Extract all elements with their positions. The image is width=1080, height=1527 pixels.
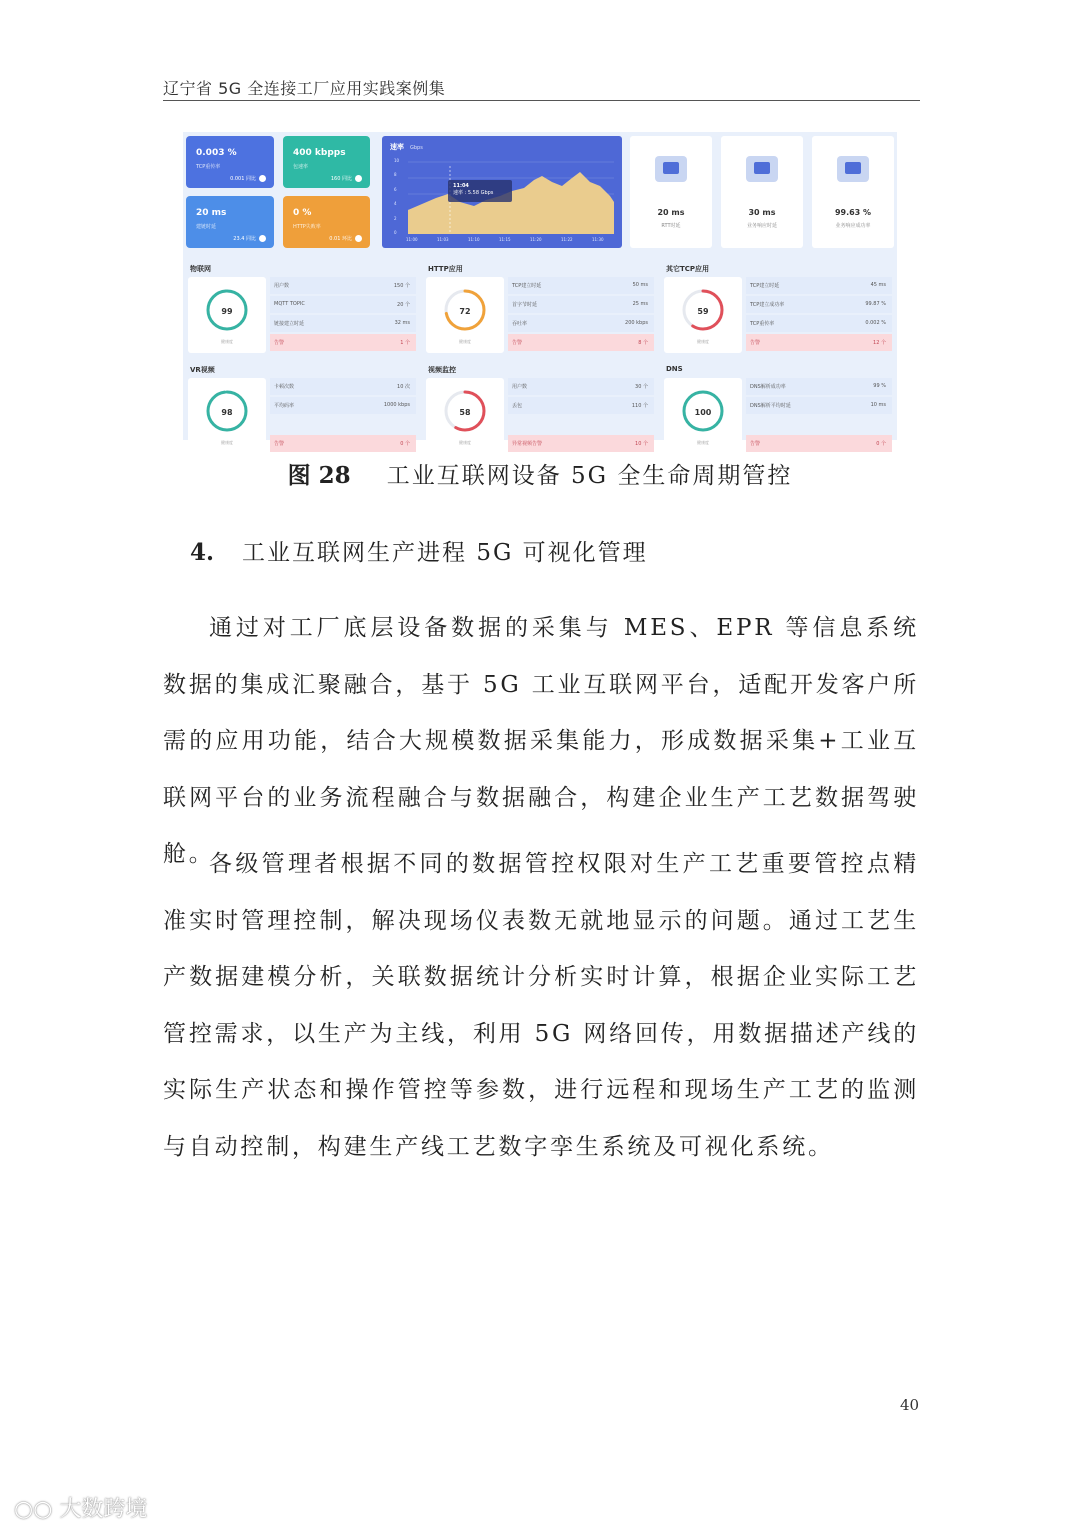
metric-row xyxy=(508,397,654,414)
metric-key: 用户数 xyxy=(512,384,528,390)
metric-val: 99 % xyxy=(873,383,886,389)
section-title: 工业互联网生产进程 5G 可视化管理 xyxy=(242,540,648,566)
gauge-label: 健康度 xyxy=(459,440,471,445)
gauge-value: 59 xyxy=(697,307,709,316)
kpi-tile-packet-rate xyxy=(283,136,370,188)
chart-tooltip xyxy=(448,180,512,202)
watermark: ○○ 大数跨境 xyxy=(14,1497,148,1522)
gauge-label: 健康度 xyxy=(221,339,233,344)
metric-val: 10 次 xyxy=(397,384,410,390)
metric-key: TCP建立时延 xyxy=(512,283,542,289)
metric-value: 99.63 % xyxy=(834,208,872,217)
metric-row xyxy=(508,315,654,332)
alarm-key: 告警 xyxy=(750,441,761,447)
kpi-label: 建链时延 xyxy=(196,224,217,230)
metric-row xyxy=(746,277,892,294)
alarm-val: 12 个 xyxy=(873,340,886,346)
x-tick-label: 11:20 xyxy=(530,237,542,242)
kpi-value: 0 % xyxy=(293,208,312,218)
metric-label: 业务响应时延 xyxy=(746,223,777,229)
gauge-value: 72 xyxy=(459,307,471,316)
kpi-value: 0.003 % xyxy=(196,148,237,158)
section-title-vr: VR视频 xyxy=(190,366,215,374)
metric-rows xyxy=(746,378,892,454)
alarm-key: 异常视频告警 xyxy=(512,441,543,447)
y-tick-label: 6 xyxy=(394,186,397,192)
health-section xyxy=(188,378,416,454)
chart-title: 速率 Gbps xyxy=(390,143,423,151)
kpi-label: TCP重传率 xyxy=(196,164,221,170)
section-title-dns: DNS xyxy=(666,365,683,373)
gauge-value: 58 xyxy=(459,408,471,417)
section-title-tcp: 其它TCP应用 xyxy=(666,265,710,273)
gauge-card xyxy=(426,378,504,454)
metric-key: 首字节时延 xyxy=(512,302,538,308)
tooltip-time: 11:04 xyxy=(453,183,469,189)
metric-row xyxy=(746,315,892,332)
metric-val: 1000 kbps xyxy=(383,402,410,408)
y-tick-label: 2 xyxy=(394,215,397,221)
caption-text: 工业互联网设备 5G 全生命周期管控 xyxy=(386,463,793,489)
section-title-iot: 物联网 xyxy=(190,265,211,273)
metric-key: MQTT TOPIC xyxy=(274,301,305,307)
metric-val: 150 个 xyxy=(393,283,410,289)
section-heading xyxy=(190,534,648,567)
alarm-row xyxy=(508,435,654,452)
metric-card-response-delay xyxy=(721,136,803,248)
metric-row xyxy=(270,277,416,294)
metric-val: 110 个 xyxy=(631,403,648,409)
metric-row xyxy=(270,378,416,395)
kpi-footer: 160 同比 xyxy=(331,175,362,182)
metric-val: 45 ms xyxy=(870,282,886,288)
alarm-key: 告警 xyxy=(750,340,761,346)
x-tick-label: 11:10 xyxy=(468,237,480,242)
y-tick-label: 4 xyxy=(394,201,397,207)
alarm-row xyxy=(746,435,892,452)
metric-row xyxy=(270,397,416,414)
gauge-card xyxy=(664,378,742,454)
rate-chart-panel xyxy=(382,136,622,248)
health-section xyxy=(426,378,654,454)
metric-key: TCP建立时延 xyxy=(750,283,780,289)
kpi-label: HTTP失败率 xyxy=(293,224,321,230)
gauge-value: 99 xyxy=(221,307,233,316)
health-section xyxy=(664,378,892,454)
paragraph: 各级管理者根据不同的数据管控权限对生产工艺重要管控点精准实时管理控制，解决现场仪表数无就地显示的问题。通过工艺生产数据建模分析，关联数据统计分析实时计算，根据企业实际工艺管控需求，以生产为主线，利用 5G 网络回传，用数据描述产线的实际生产状态和操作管控等参数，进行远程和现场生产工艺的监测与自动控制，构建生产线工艺数字孪生系统及可视化系统。 xyxy=(163,851,919,1160)
alarm-key: 告警 xyxy=(512,340,523,346)
figure-dashboard-screenshot xyxy=(183,132,897,447)
metric-card-rtt xyxy=(630,136,712,248)
metric-val: 99.87 % xyxy=(865,301,886,307)
kpi-footer: 0.001 同比 xyxy=(230,175,266,182)
x-tick-label: 11:30 xyxy=(592,237,604,242)
running-header: 辽宁省 5G 全连接工厂应用实践案例集 xyxy=(163,79,446,98)
metric-val: 20 个 xyxy=(397,302,410,308)
kpi-value: 20 ms xyxy=(196,208,227,218)
health-section xyxy=(664,277,892,353)
watermark-text: 大数跨境 xyxy=(59,1497,148,1522)
alarm-key: 告警 xyxy=(274,441,285,447)
metric-value: 30 ms xyxy=(748,208,776,217)
metric-row xyxy=(270,296,416,313)
alarm-val: 0 个 xyxy=(876,441,886,447)
section-title-http: HTTP应用 xyxy=(428,265,463,273)
gauge-label: 健康度 xyxy=(697,440,709,445)
kpi-footer: 23.4 同比 xyxy=(233,235,266,242)
kpi-tile-http-fail xyxy=(283,196,370,248)
monitor-icon xyxy=(655,156,687,182)
y-tick-label: 10 xyxy=(394,158,400,163)
caption-number: 图 28 xyxy=(287,462,351,489)
kpi-value: 400 kbpps xyxy=(293,148,346,158)
page-number: 40 xyxy=(900,1396,920,1414)
header-rule xyxy=(163,100,920,101)
alarm-val: 10 个 xyxy=(635,441,648,447)
alarm-val: 8 个 xyxy=(638,340,648,346)
alarm-row xyxy=(270,435,416,452)
figure-caption xyxy=(0,457,1080,490)
metric-rows xyxy=(270,277,416,353)
y-tick-label: 0 xyxy=(394,230,397,235)
gauge-value: 98 xyxy=(221,408,233,417)
metric-val: 50 ms xyxy=(632,282,648,288)
metric-row xyxy=(508,277,654,294)
metric-key: 卡顿次数 xyxy=(274,384,295,390)
metric-val: 25 ms xyxy=(632,301,648,307)
gauge-card xyxy=(188,277,266,353)
health-section xyxy=(188,277,416,353)
alarm-key: 告警 xyxy=(274,340,285,346)
gauge-label: 健康度 xyxy=(459,339,471,344)
gauge-label: 健康度 xyxy=(697,339,709,344)
paragraph: 通过对工厂底层设备数据的采集与 MES、EPR 等信息系统数据的集成汇聚融合，基于 5G 工业互联网平台，适配开发客户所需的应用功能，结合大规模数据采集能力，形成数据采集+工业互联网平台的业务流程融合与数据融合，构建企业生产工艺数据驾驶舱。 xyxy=(163,615,919,867)
metric-val: 10 ms xyxy=(870,402,886,408)
gauge-card xyxy=(426,277,504,353)
metric-row xyxy=(508,296,654,313)
metric-key: 丢包 xyxy=(512,403,523,409)
metric-key: DNS解析平均时延 xyxy=(750,403,791,409)
metric-rows xyxy=(508,277,654,353)
metric-key: 吞吐率 xyxy=(512,321,528,327)
metric-rows xyxy=(508,378,654,454)
screen-icon xyxy=(746,156,778,182)
x-tick-label: 11:15 xyxy=(499,237,511,242)
check-icon xyxy=(837,156,869,182)
section-title-video: 视频监控 xyxy=(428,366,456,374)
metric-rows xyxy=(746,277,892,353)
alarm-val: 0 个 xyxy=(400,441,410,447)
metric-key: TCP建立成功率 xyxy=(750,302,785,308)
gauge-value: 100 xyxy=(694,408,712,417)
kpi-footer: 0.01 环比 xyxy=(329,235,362,242)
alarm-row xyxy=(746,334,892,351)
kpi-label: 包速率 xyxy=(293,164,309,170)
tooltip-value: 速率 : 5.58 Gbps xyxy=(453,190,494,196)
kpi-tile-tcp-retrans xyxy=(186,136,274,188)
metric-key: 用户数 xyxy=(274,283,290,289)
metric-val: 0.002 % xyxy=(865,320,886,326)
gauge-label: 健康度 xyxy=(221,440,233,445)
metric-card-success-rate xyxy=(812,136,894,248)
metric-label: 业务响应成功率 xyxy=(835,223,871,229)
metric-row xyxy=(508,378,654,395)
alarm-row xyxy=(508,334,654,351)
metric-key: DNS解析成功率 xyxy=(750,384,786,390)
metric-row xyxy=(746,397,892,414)
metric-value: 20 ms xyxy=(657,208,685,217)
x-tick-label: 11:22 xyxy=(561,237,573,242)
x-tick-label: 11:03 xyxy=(437,237,449,242)
metric-key: TCP重传率 xyxy=(750,321,775,327)
metric-label: RTT时延 xyxy=(661,223,681,229)
metric-row xyxy=(746,378,892,395)
metric-rows xyxy=(270,378,416,454)
health-section xyxy=(426,277,654,353)
x-tick-label: 11:00 xyxy=(406,237,418,242)
metric-val: 30 个 xyxy=(635,384,648,390)
section-number: 4. xyxy=(190,539,215,566)
metric-key: 链接建立时延 xyxy=(274,321,305,327)
metric-val: 32 ms xyxy=(394,320,410,326)
metric-key: 平均码率 xyxy=(274,403,295,409)
alarm-val: 1 个 xyxy=(400,340,410,346)
metric-row xyxy=(270,315,416,332)
gauge-card xyxy=(188,378,266,454)
metric-val: 200 kbps xyxy=(625,320,648,326)
y-tick-label: 8 xyxy=(394,172,397,178)
metric-row xyxy=(746,296,892,313)
alarm-row xyxy=(270,334,416,351)
kpi-tile-link-delay xyxy=(186,196,274,248)
gauge-card xyxy=(664,277,742,353)
